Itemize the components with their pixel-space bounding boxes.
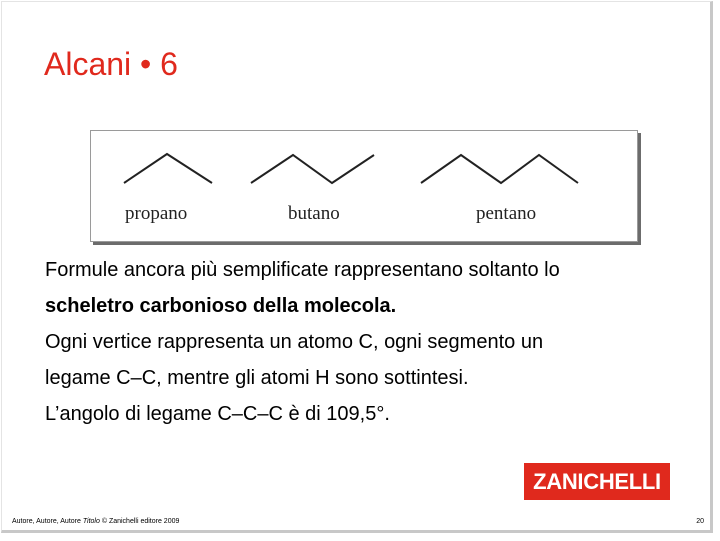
body-line: Ogni vertice rappresenta un atomo C, ogni segmento un bbox=[45, 331, 544, 353]
pentane-skeleton bbox=[421, 155, 578, 183]
footer-title: Titolo bbox=[82, 518, 100, 525]
propane-skeleton bbox=[124, 154, 212, 183]
body-line: Formule ancora più semplificate rappresentano soltanto lo bbox=[45, 259, 560, 281]
body-text bbox=[45, 252, 685, 432]
footer-publisher: © Zanichelli editore 2009 bbox=[99, 518, 180, 525]
zanichelli-logo: ZANICHELLI bbox=[524, 463, 670, 500]
body-line: legame C–C, mentre gli atomi H sono sottintesi. bbox=[45, 367, 469, 389]
butane-label: butano bbox=[288, 203, 340, 224]
propane-label: propano bbox=[125, 203, 188, 224]
alkane-skeletal-formulas-figure bbox=[90, 130, 638, 242]
footer-credit bbox=[12, 518, 179, 525]
body-line-bold: scheletro carbonioso della molecola. bbox=[45, 295, 397, 317]
slide bbox=[1, 1, 713, 533]
slide-title: Alcani • 6 bbox=[44, 46, 178, 82]
pentane-label: pentano bbox=[476, 203, 537, 224]
butane-skeleton bbox=[251, 155, 374, 183]
page-number: 20 bbox=[696, 518, 704, 525]
body-line: L’angolo di legame C–C–C è di 109,5°. bbox=[45, 403, 390, 425]
footer-authors: Autore, Autore, Autore bbox=[12, 518, 83, 525]
